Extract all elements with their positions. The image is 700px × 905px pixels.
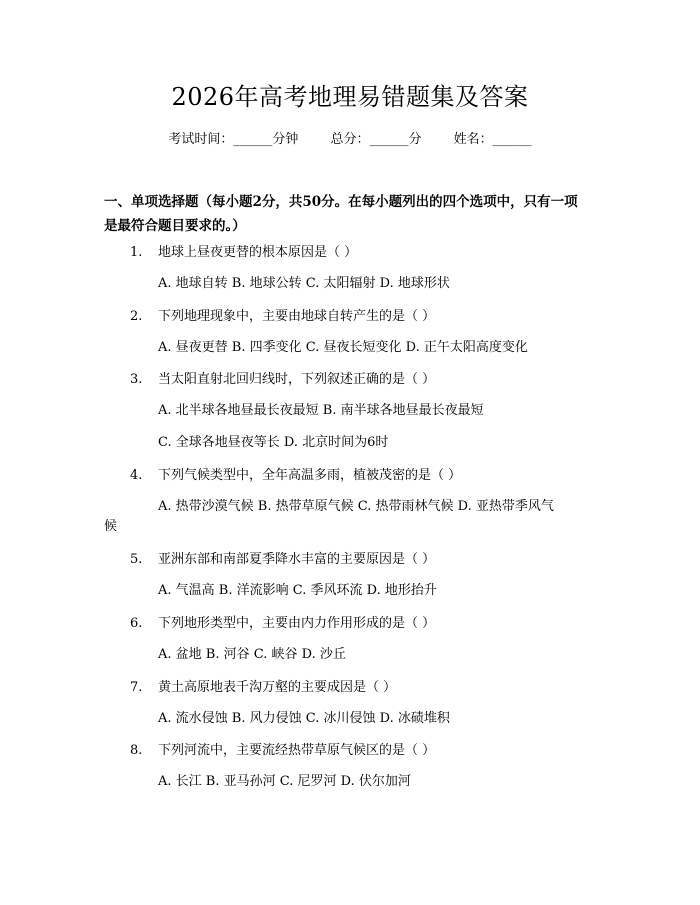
- question-number: 8.: [130, 743, 143, 758]
- question-text: 当太阳直射北回归线时，下列叙述正确的是（ ）: [158, 372, 436, 387]
- question-8-options: A. 长江 B. 亚马孙河 C. 尼罗河 D. 伏尔加河: [158, 774, 411, 789]
- question-4-stem: [130, 466, 461, 486]
- question-text: 下列地理现象中，主要由地球自转产生的是（ ）: [158, 309, 436, 324]
- question-7-options: A. 流水侵蚀 B. 风力侵蚀 C. 冰川侵蚀 D. 冰碛堆积: [158, 711, 450, 726]
- question-number: 4.: [130, 468, 143, 483]
- exam-meta: [0, 130, 700, 150]
- question-5-stem: [130, 550, 435, 570]
- question-number: 2.: [130, 309, 143, 324]
- question-3-options-line-1: A. 北半球各地昼最长夜最短 B. 南半球各地昼最长夜最短: [158, 403, 484, 418]
- question-4-options-wrap: 候: [104, 519, 118, 534]
- exam-time-field: 考试时间：______分钟: [168, 132, 299, 147]
- question-8-stem: [130, 741, 435, 761]
- question-text: 下列地形类型中，主要由内力作用形成的是（ ）: [158, 616, 436, 631]
- question-3-stem: [130, 370, 435, 390]
- question-number: 3.: [130, 372, 143, 387]
- question-number: 6.: [130, 616, 143, 631]
- question-6-stem: [130, 614, 435, 634]
- question-number: 7.: [130, 680, 143, 695]
- question-1-stem: [130, 243, 357, 263]
- question-4-options: A. 热带沙漠气候 B. 热带草原气候 C. 热带雨林气候 D. 亚热带季风气: [158, 499, 554, 514]
- question-1-options: A. 地球自转 B. 地球公转 C. 太阳辐射 D. 地球形状: [158, 276, 450, 291]
- question-text: 下列河流中，主要流经热带草原气候区的是（ ）: [158, 743, 436, 758]
- question-2-options: A. 昼夜更替 B. 四季变化 C. 昼夜长短变化 D. 正午太阳高度变化: [158, 340, 528, 355]
- page-title: 2026年高考地理易错题集及答案: [171, 83, 529, 111]
- question-text: 黄土高原地表千沟万壑的主要成因是（ ）: [158, 680, 397, 695]
- question-number: 1.: [130, 245, 143, 260]
- question-text: 亚洲东部和南部夏季降水丰富的主要原因是（ ）: [158, 552, 436, 567]
- question-text: 下列气候类型中，全年高温多雨，植被茂密的是（ ）: [158, 468, 462, 483]
- question-number: 5.: [130, 552, 143, 567]
- question-text: 地球上昼夜更替的根本原因是（ ）: [158, 245, 358, 260]
- section-heading-line-1: 一、单项选择题（每小题2分，共50分。在每小题列出的四个选项中，只有一项: [104, 194, 578, 210]
- section-heading: [104, 190, 604, 238]
- question-3-options-line-2: C. 全球各地昼夜等长 D. 北京时间为6时: [158, 435, 389, 450]
- question-7-stem: [130, 678, 396, 698]
- question-6-options: A. 盆地 B. 河谷 C. 峡谷 D. 沙丘: [158, 647, 346, 662]
- question-2-stem: [130, 307, 435, 327]
- question-5-options: A. 气温高 B. 洋流影响 C. 季风环流 D. 地形抬升: [158, 583, 437, 598]
- student-name-field: 姓名：______: [453, 132, 532, 147]
- total-score-field: 总分：______分: [330, 132, 422, 147]
- section-heading-line-2: 是最符合题目要求的。）: [104, 218, 246, 234]
